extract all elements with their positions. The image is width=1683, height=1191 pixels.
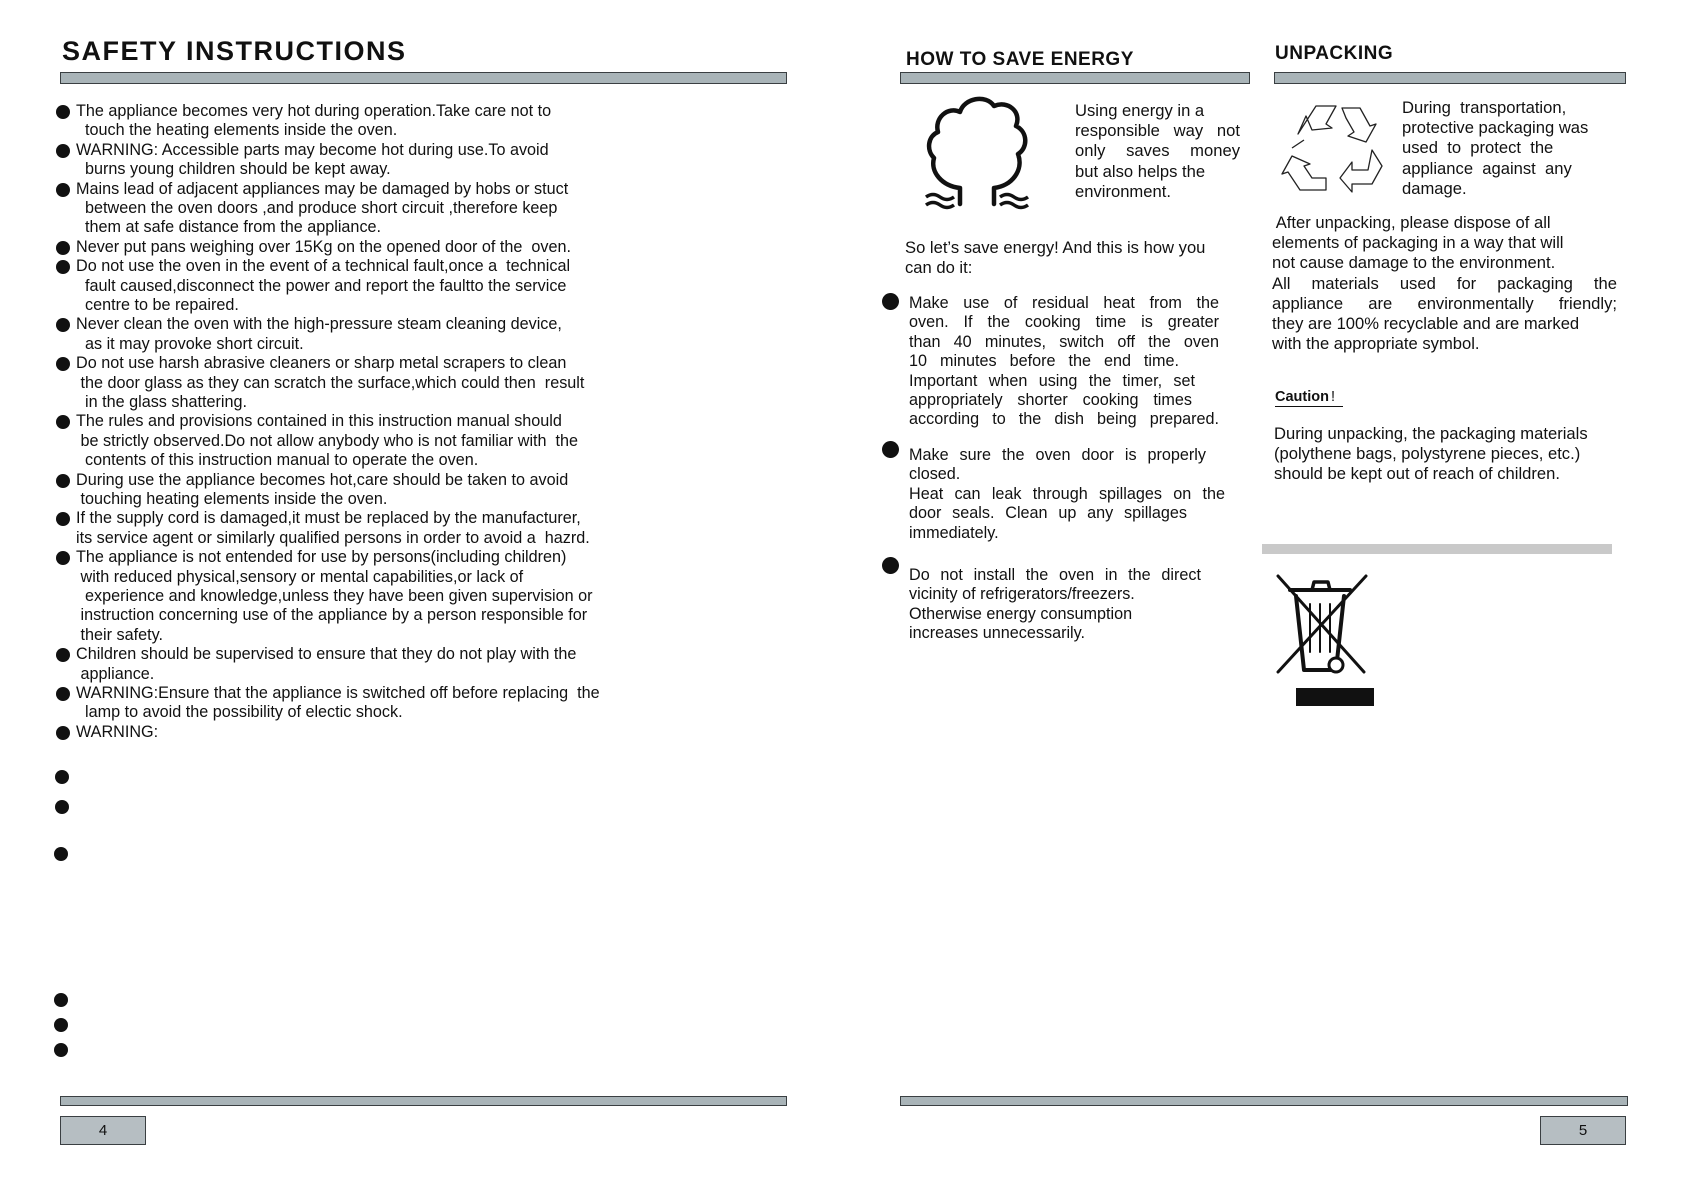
safety-line: centre to be repaired. <box>76 296 239 314</box>
safety-line: contents of this instruction manual to operate the oven. <box>76 451 479 470</box>
safety-bullet <box>56 357 70 371</box>
safety-title: SAFETY INSTRUCTIONS <box>62 36 407 66</box>
safety-list <box>56 100 696 740</box>
unpacking-title: UNPACKING <box>1275 43 1394 64</box>
safety-line: its service agent or similarly qualified persons in order to avoid a hazrd. <box>76 528 590 547</box>
tree-water-icon <box>920 92 1045 217</box>
safety-line: between the oven doors ,and produce short circuit ,therefore keep <box>76 199 558 217</box>
safety-line: Do not use the oven in the event of a technical fault,once a technical <box>76 257 571 276</box>
safety-bullet <box>56 687 70 701</box>
safety-line: The appliance becomes very hot during operation.Take care not to <box>76 102 552 120</box>
safety-line: WARNING: Accessible parts may become hot during use.To avoid <box>76 140 549 159</box>
safety-line: Children should be supervised to ensure that they do not play with the <box>76 645 577 664</box>
safety-bullet <box>56 726 70 740</box>
safety-line: their safety. <box>76 625 163 644</box>
safety-line: The appliance is not entended for use by persons(including children) <box>76 548 567 567</box>
empty-bullet <box>55 800 69 814</box>
crossed-bin-icon <box>1274 572 1374 712</box>
safety-title-rule <box>60 72 787 84</box>
empty-bullet <box>54 993 68 1007</box>
energy-tip-2: Make sure the oven door is properly closed. Heat can leak through spillages on the door seals. Clean up any spillages immediately. <box>909 446 1225 542</box>
safety-line: burns young children should be kept away. <box>76 160 391 179</box>
page-number-left: 4 <box>60 1116 146 1145</box>
energy-title: HOW TO SAVE ENERGY <box>906 49 1134 70</box>
safety-bullet <box>56 415 70 429</box>
recycle-icon <box>1278 100 1386 202</box>
safety-line: Never put pans weighing over 15Kg on the opened door of the oven. <box>76 237 571 256</box>
safety-line: them at safe distance from the appliance. <box>76 218 382 237</box>
unpacking-intro: During transportation, protective packaging was used to protect the appliance against any damage. <box>1402 98 1589 198</box>
safety-line: WARNING:Ensure that the appliance is switched off before replacing the <box>76 684 600 702</box>
safety-line: During use the appliance becomes hot,care should be taken to avoid <box>76 470 569 489</box>
safety-line: with reduced physical,sensory or mental capabilities,or lack of <box>76 567 524 586</box>
safety-bullet <box>56 512 70 526</box>
safety-line: be strictly observed.Do not allow anybody who is not familiar with the <box>76 431 579 450</box>
caution-heading: Caution ! <box>1275 389 1343 407</box>
energy-tip-1: Make use of residual heat from the oven. If the cooking time is greater than 40 minutes, switch off the oven 10 minutes before the end time. Important when using the timer, set appropriately shorter cooking times according to the dish being prepared. <box>909 294 1219 429</box>
safety-line: Do not use harsh abrasive cleaners or sharp metal scrapers to clean <box>76 354 567 373</box>
energy-lead: So let’s save energy! And this is how you can do it: <box>905 238 1206 278</box>
left-footer-rule <box>60 1096 787 1106</box>
safety-bullet <box>56 551 70 565</box>
weee-section-rule <box>1262 544 1612 554</box>
safety-bullet <box>56 260 70 274</box>
empty-bullet <box>54 1018 68 1032</box>
safety-line: instruction concerning use of the appliance by a person responsible for <box>76 606 588 625</box>
energy-tip-3: Do not install the oven in the direct vicinity of refrigerators/freezers. Otherwise energy consumption increases unnecessarily. <box>909 566 1201 643</box>
energy-bullet-2 <box>882 441 899 458</box>
empty-bullet <box>54 847 68 861</box>
energy-intro: Using energy in a responsible way not only saves money but also helps the environment. <box>1075 101 1240 201</box>
safety-line: experience and knowledge,unless they have been given supervision or <box>76 587 593 605</box>
unpacking-title-rule <box>1274 72 1626 84</box>
safety-bullet <box>56 241 70 255</box>
empty-bullet <box>54 1043 68 1057</box>
safety-line: The rules and provisions contained in this instruction manual should <box>76 412 562 431</box>
safety-line: touching heating elements inside the oven. <box>76 490 388 508</box>
safety-bullet <box>56 318 70 332</box>
safety-line: appliance. <box>76 664 155 683</box>
safety-line: fault caused,disconnect the power and report the faultto the service <box>76 276 567 295</box>
safety-line: as it may provoke short circuit. <box>76 334 304 353</box>
right-footer-rule <box>900 1096 1628 1106</box>
caution-text: During unpacking, the packaging materials (polythene bags, polystyrene pieces, etc.) should be kept out of reach of children. <box>1274 424 1588 484</box>
safety-bullet <box>56 474 70 488</box>
safety-line: touch the heating elements inside the oven. <box>76 121 398 140</box>
safety-bullet <box>56 648 70 662</box>
energy-bullet-3 <box>882 557 899 574</box>
safety-bullet <box>56 144 70 158</box>
safety-line: Mains lead of adjacent appliances may be damaged by hobs or stuct <box>76 179 569 198</box>
page-number-right: 5 <box>1540 1116 1626 1145</box>
safety-line: in the glass shattering. <box>76 393 247 411</box>
energy-bullet-1 <box>882 293 899 310</box>
safety-bullet <box>56 105 70 119</box>
empty-bullet <box>55 770 69 784</box>
safety-line: Never clean the oven with the high-pressure steam cleaning device, <box>76 315 562 334</box>
safety-line: the door glass as they can scratch the surface,which could then result <box>76 373 585 392</box>
energy-title-rule <box>900 72 1250 84</box>
safety-line: lamp to avoid the possibility of electic shock. <box>76 703 403 722</box>
unpacking-body: After unpacking, please dispose of all elements of packaging in a way that will not cause damage to the environment. All materials used for packaging the appliance are environmentally friendly; they are 100% recyclable and are marked with the appropriate symbol. <box>1272 213 1617 354</box>
safety-line: WARNING: <box>76 722 159 741</box>
safety-bullet <box>56 183 70 197</box>
safety-line: If the supply cord is damaged,it must be replaced by the manufacturer, <box>76 509 581 528</box>
